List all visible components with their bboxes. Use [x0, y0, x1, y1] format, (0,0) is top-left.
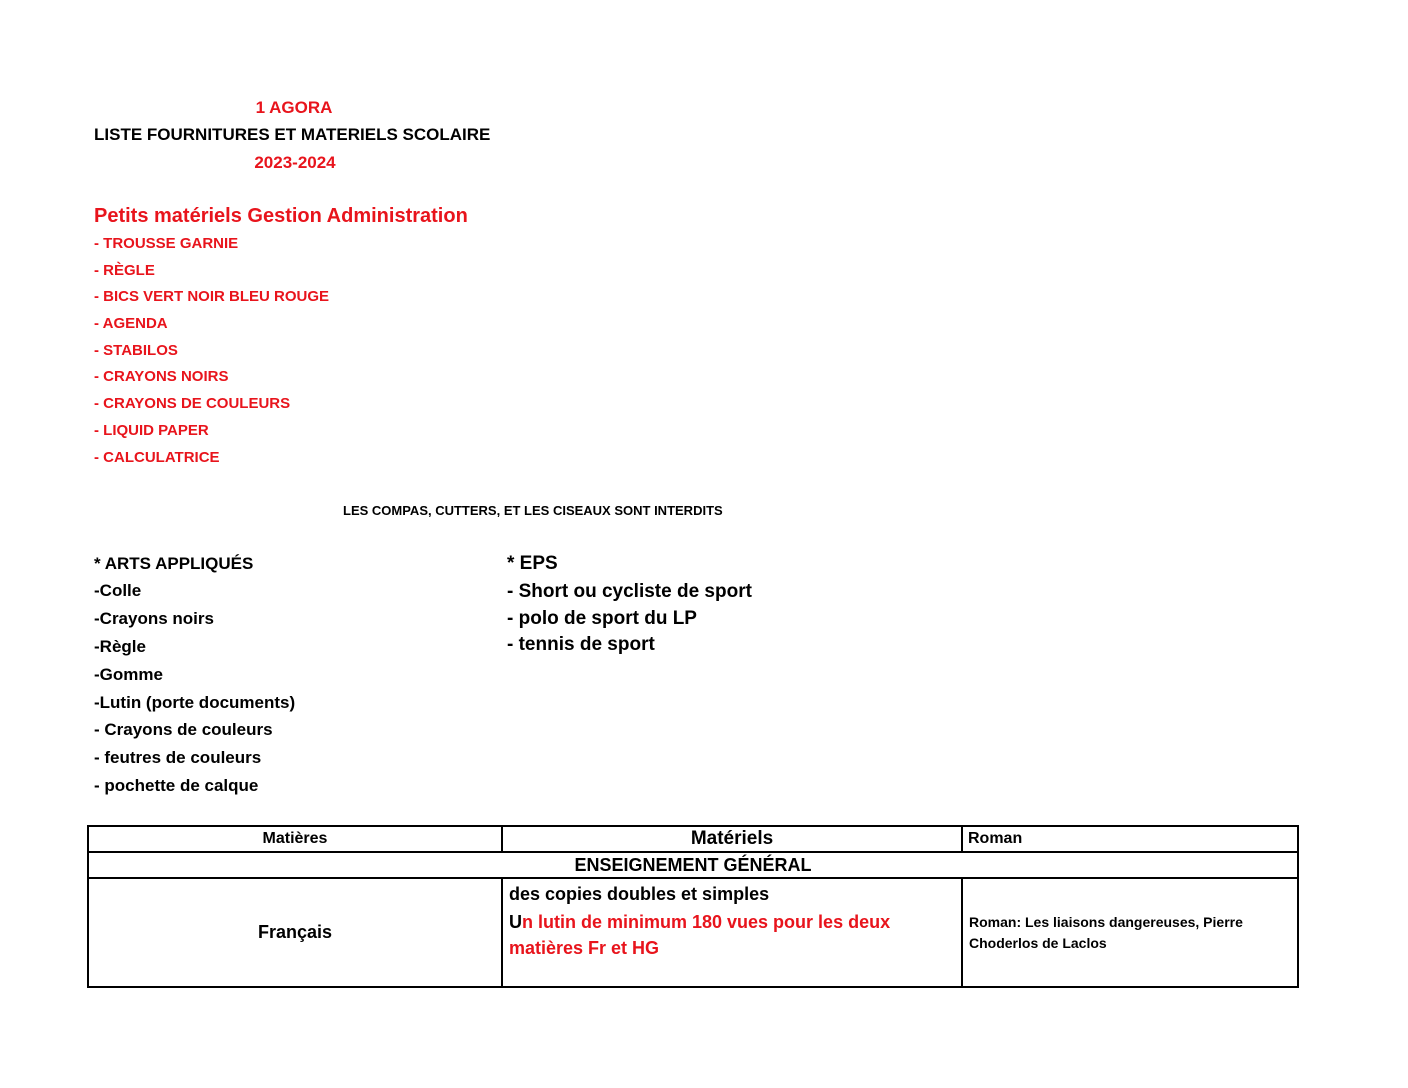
supply-item: - LIQUID PAPER: [94, 421, 209, 439]
table-section-row: [88, 852, 1298, 878]
materials-cell: [502, 878, 962, 987]
eps-item: - tennis de sport: [507, 634, 655, 656]
arts-supply-list: [94, 577, 295, 800]
eps-supply-list: [507, 579, 752, 659]
eps-item: - Short ou cycliste de sport: [507, 581, 752, 602]
arts-item: -Règle: [94, 636, 146, 656]
subjects-table: [87, 825, 1299, 988]
arts-item: -Gomme: [94, 664, 163, 684]
section-label: ENSEIGNEMENT GÉNÉRAL: [88, 852, 1298, 878]
subject-column-header: Matières: [88, 826, 502, 852]
materials-line: des copies doubles et simples: [509, 884, 770, 904]
materials-highlight-line: [509, 909, 955, 961]
arts-item: - Crayons de couleurs: [94, 720, 273, 740]
supply-item: - CALCULATRICE: [94, 448, 220, 466]
materials-column-header: Matériels: [502, 826, 962, 852]
forbidden-items-notice: LES COMPAS, CUTTERS, ET LES CISEAUX SONT INTERDITS: [343, 503, 723, 518]
arts-item: -Crayons noirs: [94, 608, 214, 628]
supply-item: - STABILOS: [94, 341, 178, 359]
table-row: [88, 878, 1298, 987]
subject-cell: Français: [88, 878, 502, 987]
supply-item: - CRAYONS DE COULEURS: [94, 395, 291, 413]
school-year: 2023-2024: [254, 153, 336, 172]
arts-item: -Lutin (porte documents): [94, 692, 296, 712]
gestion-section-title: Petits matériels Gestion Administration: [94, 205, 468, 227]
eps-item: - polo de sport du LP: [507, 607, 697, 629]
arts-item: - pochette de calque: [94, 776, 259, 796]
arts-item: - feutres de couleurs: [94, 748, 262, 768]
arts-section-title: * ARTS APPLIQUÉS: [94, 554, 254, 573]
supply-item: - AGENDA: [94, 315, 168, 333]
materials-first-letter: U: [509, 912, 522, 932]
table-header-row: [88, 826, 1298, 852]
supply-item: - BICS VERT NOIR BLEU ROUGE: [94, 288, 330, 306]
supply-item: - CRAYONS NOIRS: [94, 368, 229, 386]
list-title: LISTE FOURNITURES ET MATERIELS SCOLAIRE: [94, 125, 491, 144]
class-name: 1 AGORA: [255, 98, 333, 117]
eps-section-title: * EPS: [507, 553, 558, 574]
supply-item: - RÈGLE: [94, 261, 155, 279]
arts-item: -Colle: [94, 581, 142, 600]
gestion-supply-list: [94, 231, 329, 471]
materials-highlight-text: n lutin de minimum 180 vues pour les deux matières Fr et HG: [509, 912, 891, 958]
novel-cell: Roman: Les liaisons dangereuses, Pierre Choderlos de Laclos: [962, 878, 1298, 987]
supply-item: - TROUSSE GARNIE: [94, 235, 239, 252]
novel-column-header: Roman: [962, 826, 1298, 852]
